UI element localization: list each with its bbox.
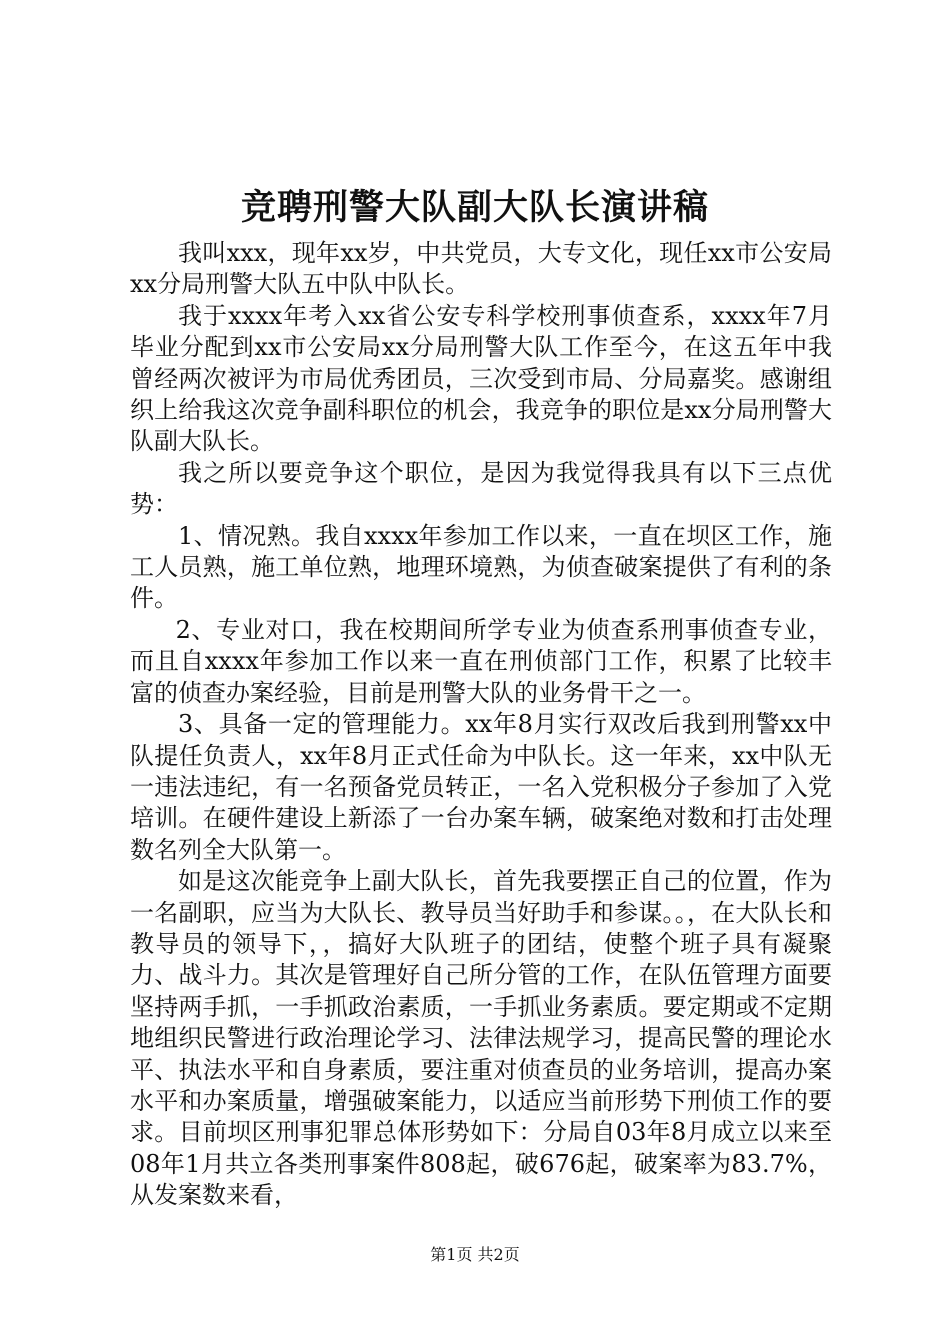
paragraph-advantage-3: 3、具备一定的管理能力。xx年8月实行双改后我到刑警xx中队提任负责人，xx年8月正式任命为中队长。这一年来，xx中队无一违法违纪，有一名预备党员转正，一名入党积极分子参加了入党培训。在硬件建设上新添了一台办案车辆，破案绝对数和打击处理数名列全大队第一。 [130,710,832,864]
paragraph-advantages-intro: 我之所以要竞争这个职位，是因为我觉得我具有以下三点优势： [130,458,832,519]
document-body [130,238,832,1212]
page-title: 竞聘刑警大队副大队长演讲稿 [240,187,709,228]
paragraph-advantage-2: 2、专业对口，我在校期间所学专业为侦查系刑事侦查专业，而且自xxxx年参加工作以来一直在刑侦部门工作，积累了比较丰富的侦查办案经验，目前是刑警大队的业务骨干之一。 [130,615,832,707]
paragraph-advantage-1: 1、情况熟。我自xxxx年参加工作以来，一直在坝区工作，施工人员熟，施工单位熟，地理环境熟，为侦查破案提供了有利的条件。 [130,521,832,613]
page-footer: 第1页 共2页 [430,1245,520,1264]
paragraph-plans: 如是这次能竞争上副大队长，首先我要摆正自己的位置，作为一名副职，应当为大队长、教导员当好助手和参谋。。，在大队长和教导员的领导下，，搞好大队班子的团结，使整个班子具有凝聚力、战斗力。其次是管理好自己所分管的工作，在队伍管理方面要坚持两手抓，一手抓政治素质，一手抓业务素质。要定期或不定期地组织民警进行政治理论学习、法律法规学习，提高民警的理论水平、执法水平和自身素质，要注重对侦查员的业务培训，提高办案水平和办案质量，增强破案能力，以适应当前形势下刑侦工作的要求。目前坝区刑事犯罪总体形势如下：分局自03年8月成立以来至08年1月共立各类刑事案件808起，破676起，破案率为83.7%，从发案数来看， [130,867,832,1210]
paragraph-career: 我于xxxx年考入xx省公安专科学校刑事侦查系，xxxx年7月毕业分配到xx市公安局xx分局刑警大队工作至今，在这五年中我曾经两次被评为市局优秀团员，三次受到市局、分局嘉奖。感谢组织上给我这次竞争副科职位的机会，我竞争的职位是xx分局刑警大队副大队长。 [130,301,832,456]
paragraph-introduction: 我叫xxx，现年xx岁，中共党员，大专文化，现任xx市公安局xx分局刑警大队五中队中队长。 [130,239,832,299]
